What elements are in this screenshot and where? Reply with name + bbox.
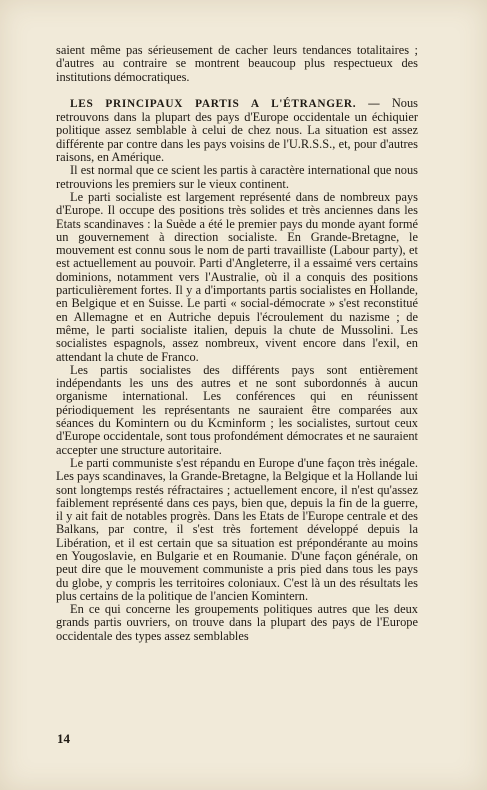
paragraph: Il est normal que ce scient les partis à caractère international que nous retrouvions les premiers sur le vieux continent. [56,163,418,191]
paragraph-with-heading [56,97,418,164]
paragraph: saient même pas sérieusement de cacher leurs tendances totalitaires ; d'autres au contraire se montrent beaucoup plus respectueux des institutions démocratiques. [56,43,418,84]
paragraph-text: Nous retrouvons dans la plupart des pays d'Europe occidentale un échiquier politique assez semblable à celui de chez nous. La situation est assez différente par contre dans les pays voisins de l'U.R.S.S., et, pour d'autres raisons, en Amérique. [56,95,418,165]
paragraph: Le parti communiste s'est répandu en Europe d'une façon très inégale. Les pays scandinaves, la Grande-Bretagne, la Belgique et la Hollande lui sont longtemps restés réfractaires ; actuellement encore, il n'est qu'assez faiblement représenté dans ces pays, bien que, depuis la fin de la guerre, il y ait fait de notables progrès. Dans les Etats de l'Europe centrale et des Balkans, par contre, il s'est très fortement développé depuis la Libération, et il est certain que sa situation est prépondérante au moins en Yougoslavie, en Bulgarie et en Roumanie. D'une façon générale, on peut dire que le mouvement communiste a pris pied dans tous les pays du globe, y compris les territoires coloniaux. C'est là un des résultats les plus certains de la politique de l'ancien Komintern. [56,455,418,603]
section-heading: LES PRINCIPAUX PARTIS A L'ÉTRANGER. — [70,97,381,110]
paragraph: Le parti socialiste est largement représenté dans de nombreux pays d'Europe. Il occupe des positions très solides et très anciennes dans les Etats scandinaves : la Suède a été le premier pays du monde ayant formé un gouvernement à direction socialiste. En Grande-Bretagne, le mouvement est connu sous le nom de parti travailliste (Labour party), et est actuellement au pouvoir. Parti d'Angleterre, il a essaimé vers certains dominions, notamment vers l'Australie, où il a conquis des positions particulièrement fortes. Il y a d'importants partis socialistes en Hollande, en Belgique et en Suisse. Le parti « social-démocrate » s'est reconstitué en Allemagne et en Autriche depuis l'écroulement du nazisme ; de même, le parti socialiste italien, depuis la chute de Mussolini. Les socialistes espagnols, assez nombreux, vivent encore dans l'exil, en attendant la chute de Franco. [56,189,418,364]
page-text [56,44,418,643]
page-number: 14 [57,731,70,746]
paragraph: Les partis socialistes des différents pays sont entièrement indépendants les uns des autres et ne sont subordonnés à aucun organisme international. Les conférences qui en réunissent périodiquement les représentants ne sauraient être comparées aux séances du Komintern ou du Kcminform ; les socialistes, surtout ceux d'Europe occidentale, sont tous profondément démocrates et ne sauraient accepter une structure autoritaire. [56,362,418,457]
paragraph: En ce qui concerne les groupements politiques autres que les deux grands partis ouvriers, on trouve dans la plupart des pays de l'Europe occidentale des types assez semblables [56,602,418,643]
